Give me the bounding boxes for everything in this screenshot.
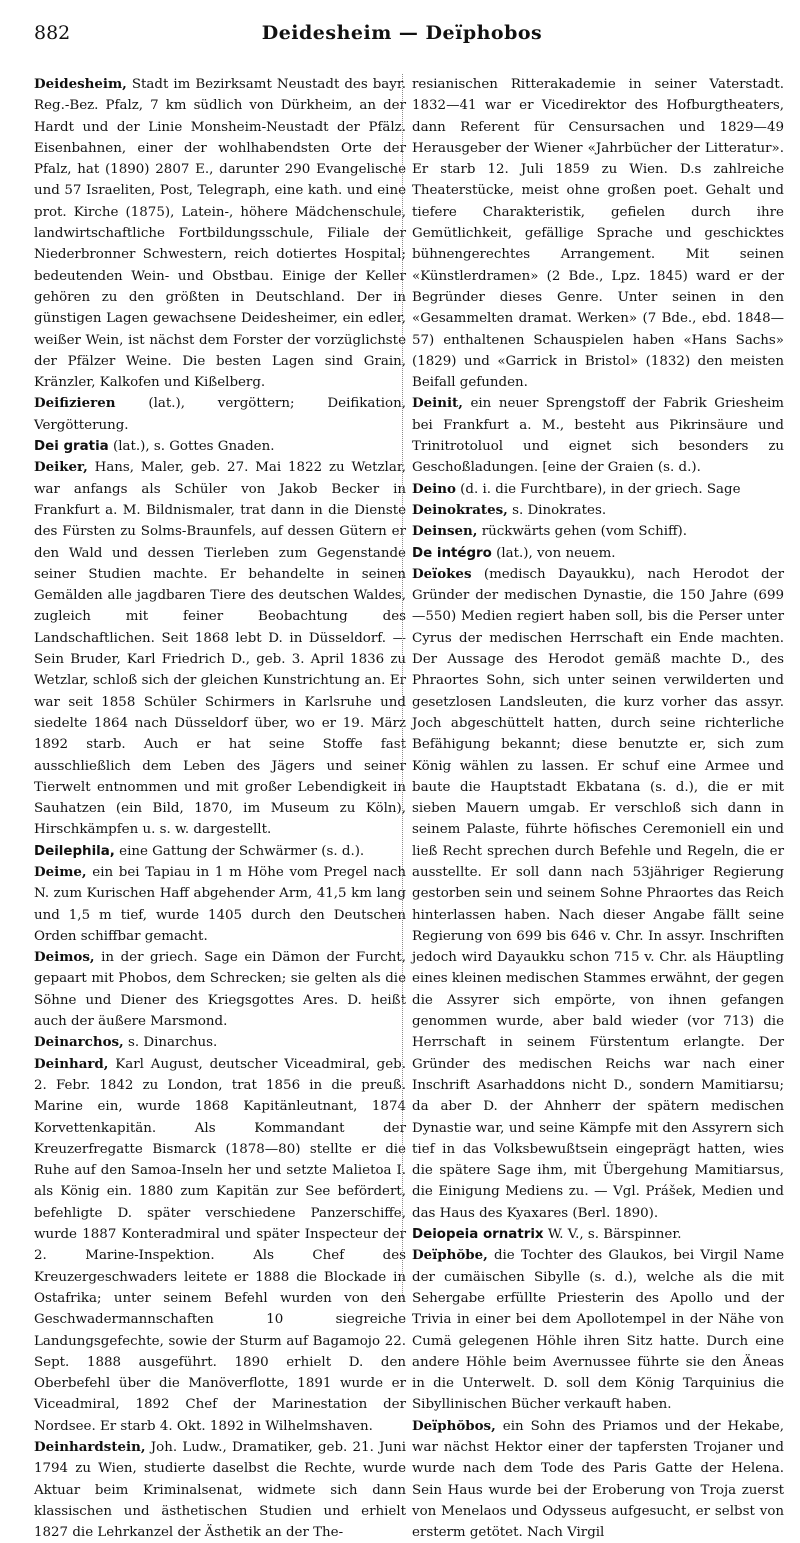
entry-headword: Deïokes <box>412 565 472 582</box>
dictionary-entry <box>412 479 784 500</box>
running-title: Deidesheim — Deïphobos <box>261 22 543 44</box>
entry-text: s. Dinarchus. <box>127 1035 218 1051</box>
entry-text: Stadt im Bezirksamt Neustadt des bayr. Reg.-Bez. Pfalz, 7 km südlich von Dürkheim, an der Hardt und der Linie Monsheim-Neustadt der Pfälz. Eisenbahnen, einer der wohlhabendsten Orte der Pfalz, hat (1890) 2807 E., darunter 290 Evangelische und 57 Israeliten, Post, Telegraph, eine kath. und eine prot. Kirche (1875), Latein-, höhere Mädchenschule, landwirtschaftliche Fortbildungsschule, Filiale der Niederbronner Schwestern, reich dotiertes Hospital; bedeutenden Wein- und Obstbau. Einige der Keller gehören zu den größten in Deutschland. Der in günstigen Lagen gewachsene Deidesheimer, ein edler, weißer Wein, ist nächst dem Forster der vorzüglichste der Pfälzer Weine. Die besten Lagen sind Grain, Kränzler, Kalkofen und Kißelberg. <box>34 77 407 391</box>
entry-headword: Deifizieren <box>34 395 116 412</box>
dictionary-entry <box>412 74 784 393</box>
entry-text: ein Sohn des Priamos und der Hekabe, war nächst Hektor einer der tapfersten Trojaner und wurde nach dem Tode des Paris Gatte der Helena. Sein Haus wurde bei der Eroberung von Troja zuerst von Menelaos und Odysseus aufgesucht, er selbst von ersterm getötet. Nach Virgil <box>412 1418 784 1541</box>
dictionary-entry <box>412 500 784 521</box>
entry-text: in der griech. Sage ein Dämon der Furcht, gepaart mit Phobos, dem Schrecken; sie gelten als die Söhne und Diener des Kriegsgottes Ares. D. heißt auch der äußere Marsmond. <box>34 950 406 1030</box>
entry-text: ein bei Tapiau in 1 m Höhe vom Pregel nach N. zum Kurischen Haff abgehender Arm, 41,5 km lang und 1,5 m tief, wurde 1405 durch den Deutschen Orden schiffbar gemacht. <box>34 864 406 944</box>
entry-headword: Deilephila, <box>34 843 115 859</box>
dictionary-entry <box>34 1032 406 1053</box>
entry-headword: Deinhard, <box>34 1055 109 1072</box>
page-header <box>34 18 770 52</box>
dictionary-entry <box>412 543 784 564</box>
entry-headword: Deino <box>412 480 456 497</box>
entry-headword: Deinhardstein, <box>34 1439 146 1455</box>
entry-text: ein neuer Sprengstoff der Fabrik Griesheim bei Frankfurt a. M., besteht aus Pikrinsäure und Trinitrotoluol und eignet sich besonders zu Geschoßladungen. [eine der Graien (s. d.). <box>412 396 784 476</box>
entry-headword: Deinit, <box>412 395 463 412</box>
entry-text: (lat.), von neuem. <box>496 545 616 561</box>
entry-text: (d. i. die Furchtbare), in der griech. Sage <box>460 481 741 497</box>
entry-text: resianischen Ritterakademie in seiner Vaterstadt. 1832—41 war er Vicedirektor des Hofburgtheaters, dann Referent für Censursachen und 1829—49 Herausgeber der Wiener «Jahrbücher der Litteratur». Er starb 12. Juli 1859 zu Wien. D.s zahlreiche Theaterstücke, meist ohne großen poet. Gehalt und tiefere Charakteristik, gefielen durch ihre Gemütlichkeit, gefällige Sprache und geschicktes bühnengerechtes Arrangement. Mit seinen «Künstlerdramen» (2 Bde., Lpz. 1845) ward er der Begründer dieses Genre. Unter seinen in den «Gesammelten dramat. Werken» (7 Bde., ebd. 1848—57) enthaltenen Schauspielen haben «Hans Sachs» (1829) und «Garrick in Bristol» (1832) den meisten Beifall gefunden. <box>412 77 784 391</box>
column-divider <box>402 74 403 1299</box>
dictionary-entry <box>34 1054 406 1437</box>
dictionary-entry <box>34 947 406 1032</box>
entry-headword: Deïphŏbos, <box>412 1417 496 1434</box>
dictionary-entry <box>34 436 406 457</box>
entry-headword: Dei gratia <box>34 439 109 455</box>
dictionary-entry <box>412 1416 784 1543</box>
left-column <box>34 74 407 1541</box>
dictionary-entry <box>34 1437 406 1543</box>
entry-text: (lat.), vergöttern; Deifikation, Vergötterung. <box>34 396 406 433</box>
entry-text: W. V., s. Bärspinner. <box>547 1227 682 1243</box>
entry-headword: Deinokrates, <box>412 501 508 518</box>
dictionary-entry <box>34 74 406 393</box>
page-number: 882 <box>34 22 71 44</box>
dictionary-entry <box>412 564 784 1224</box>
dictionary-entry <box>34 393 406 436</box>
entry-headword: Deinarchos, <box>34 1034 124 1051</box>
entry-text: (lat.), s. Gottes Gnaden. <box>112 439 275 455</box>
dictionary-entry <box>412 521 784 542</box>
entry-text: die Tochter des Glaukos, bei Virgil Name der cumäischen Sibylle (s. d.), welche als die mit Sehergabe erfüllte Priesterin des Apollo und der Trivia in einer bei dem Apollotempel in der Nähe von Cumä gelegenen Höhle ihren Sitz hatte. Durch eine andere Höhle beim Avernussee führte sie den Äneas in die Unterwelt. D. soll dem König Tarquinius die Sibyllinischen Bücher verkauft haben. <box>412 1248 785 1413</box>
entry-text: eine Gattung der Schwärmer (s. d.). <box>119 843 365 859</box>
entry-headword: Deiopeia ornatrix <box>412 1227 544 1243</box>
dictionary-entry <box>412 393 784 478</box>
dictionary-entry <box>34 457 406 840</box>
entry-headword: Deimos, <box>34 949 95 966</box>
entry-text: Karl August, deutscher Viceadmiral, geb. 2. Febr. 1842 zu London, trat 1856 in die preuß. Marine ein, wurde 1868 Kapitänleutnant, 1874 Korvettenkapitän. Als Kommandant der Kreuzerfregatte Bismarck (1878—80) stellte er die Ruhe auf den Samoa-Inseln her und setzte Malietoa I. als König ein. 1880 zum Kapitän zur See befördert, befehligte D. später verschiedene Panzerschiffe, wurde 1887 Konteradmiral und später Inspecteur der 2. Marine-Inspektion. Als Chef des Kreuzergeschwaders leitete er 1888 die Blockade in Ostafrika; unter seinem Befehl wurden von den Geschwadermannschaften 10 siegreiche Landungsgefechte, sowie der Sturm auf Bagamojo 22. Sept. 1888 ausgeführt. 1890 erhielt D. den Oberbefehl über die Manöverflotte, 1891 wurde er Viceadmiral, 1892 Chef der Marinestation der Nordsee. Er starb 4. Okt. 1892 in Wilhelmshaven. <box>34 1056 406 1434</box>
entry-text: Joh. Ludw., Dramatiker, geb. 21. Juni 1794 zu Wien, studierte daselbst die Rechte, wurde Aktuar beim Kriminalsenat, widmete sich dann klassischen und ästhetischen Studien und erhielt 1827 die Lehrkanzel der Ästhetik an der The- <box>34 1440 406 1541</box>
dictionary-entry <box>412 1245 784 1415</box>
entry-text: rückwärts gehen (vom Schiff). <box>481 524 687 540</box>
entry-headword: Deidesheim, <box>34 76 127 92</box>
dictionary-entry <box>34 841 406 862</box>
entry-text: s. Dinokrates. <box>512 502 607 518</box>
dictionary-entry <box>34 862 406 947</box>
entry-headword: Deinsen, <box>412 523 478 540</box>
entry-headword: Deïphŏbe, <box>412 1247 488 1264</box>
right-column <box>412 74 785 1541</box>
entry-text: Hans, Maler, geb. 27. Mai 1822 zu Wetzlar, war anfangs als Schüler von Jakob Becker in Frankfurt a. M. Bildnismaler, trat dann in die Dienste des Fürsten zu Solms-Braunfels, auf dessen Gütern er den Wald und dessen Tierleben zum Gegenstande seiner Studien machte. Er behandelte in seinen Gemälden alle jagdbaren Tiere des deutschen Waldes, zugleich mit feiner Beobachtung des Landschaftlichen. Seit 1868 lebt D. in Düsseldorf. — Sein Bruder, Karl Friedrich D., geb. 3. April 1836 zu Wetzlar, schloß sich der gleichen Kunstrichtung an. Er war seit 1858 Schüler Schirmers in Karlsruhe und siedelte 1864 nach Düsseldorf über, wo er 19. März 1892 starb. Auch er hat seine Stoffe fast ausschließlich dem Leben des Jägers und seiner Tierwelt entnommen und mit großer Lebendigkeit in Sauhatzen (ein Bild, 1870, im Museum zu Köln), Hirschkämpfen u. s. w. dargestellt. <box>34 460 406 838</box>
entry-text: (medisch Dayaukku), nach Herodot der Gründer der medischen Dynastie, die 150 Jahre (699—550) Medien regiert haben soll, bis die Perser unter Cyrus der medischen Herrschaft ein Ende machten. Der Aussage des Herodot gemäß machte D., des Phraortes Sohn, sich unter seinen verwilderten und gesetzlosen Landsleuten, die kurz vorher das assyr. Joch abgeschüttelt hatten, durch seine richterliche Befähigung bekannt; diese benutzte er, sich zum König wählen zu lassen. Er schuf eine Armee und baute die Hauptstadt Ekbatana (s. d.), die er mit sieben Mauern umgab. Er verschloß sich dann in seinem Palaste, führte höfisches Ceremoniell ein und ließ Recht sprechen durch Befehle und Regeln, die er ausstellte. Er soll dann nach 53jähriger Regierung gestorben sein und seinem Sohne Phraortes das Reich hinterlassen haben. Nach dieser Angabe fällt seine Regierung von 699 bis 646 v. Chr. In assyr. Inschriften jedoch wird Dayaukku schon 715 v. Chr. als Häuptling eines kleinen medischen Stammes erwähnt, der gegen die Assyrer sich empörte, von ihnen gefangen genommen wurde, aber bald wieder (vor 713) die Herrschaft in seinem Fürstentum erlangte. Der Gründer des medischen Reichs war nach einer Inschrift Asarhaddons nicht D., sondern Mamitiarsu; da aber D. der Ahnherr der spätern medischen Dynastie war, und seine Kämpfe mit den Assyrern sich tief in das Volksbewußtsein eingeprägt hatten, wies die spätere Sage ihm, mit Übergehung Mamitiarsus, die Einigung Mediens zu. — Vgl. Prášek, Medien und das Haus des Kyaxares (Berl. 1890). <box>412 566 784 1221</box>
entry-headword: Deiker, <box>34 459 88 476</box>
entry-headword: De intégro <box>412 545 492 561</box>
dictionary-entry <box>412 1224 784 1245</box>
entry-headword: Deime, <box>34 863 87 880</box>
